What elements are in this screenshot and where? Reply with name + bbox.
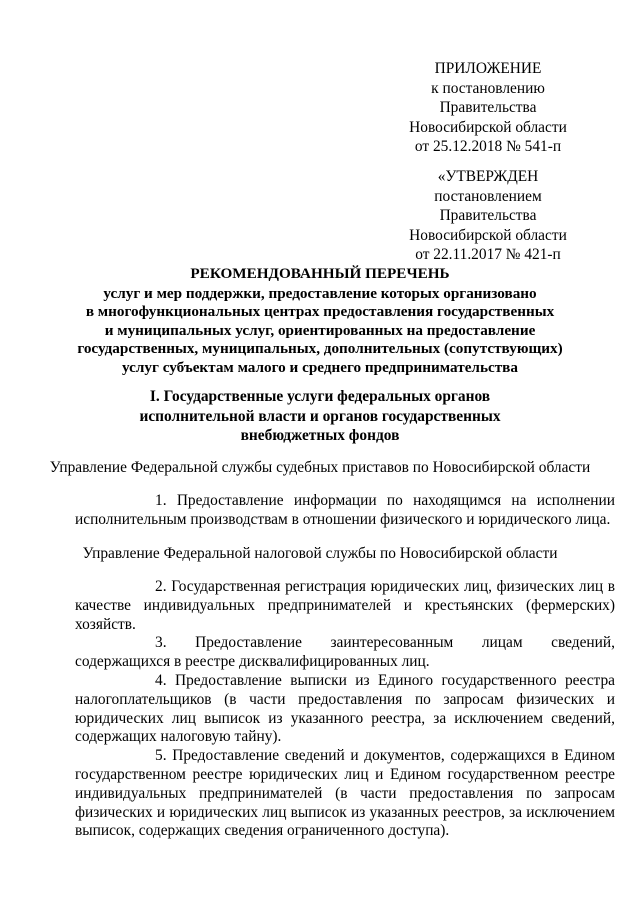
appendix-resolution-ref: к постановлению Правительства <box>431 79 545 116</box>
section-line-3: внебюджетных фондов <box>240 427 400 444</box>
approved-header <box>388 167 588 265</box>
service-item-text: Предоставление заинтересованным лицам сведений, содержащихся в реестре дисквалифицированных лиц. <box>75 634 615 671</box>
service-item <box>75 492 615 530</box>
service-item-number: 2. <box>155 578 167 595</box>
approved-date-number: от 22.11.2017 № 421-п <box>415 246 561 263</box>
service-item-text: Предоставление информации по находящимся на исполнении исполнительным производствам в отношении физического и юридического лица. <box>75 492 615 528</box>
section-line-2: исполнительной власти и органов государственных <box>139 407 501 425</box>
section-heading <box>70 387 570 446</box>
service-item-text: Государственная регистрация юридических лиц, физических лиц в качестве индивидуальных предпринимателей и крестьянских (фермерских) хозяйств. <box>75 578 615 633</box>
service-item-text: Предоставление выписки из Единого государственного реестра налогоплательщиков (в части предоставления по запросам физических и юридических лиц выписок из указанного реестра, за исключением сведений, содержащих налоговую тайну). <box>75 671 615 746</box>
service-list-bailiffs <box>75 492 615 530</box>
title-line-1: РЕКОМЕНДОВАННЫЙ ПЕРЕЧЕНЬ <box>190 265 450 282</box>
section-line-1: I. Государственные услуги федеральных органов <box>149 388 491 405</box>
service-item-number: 1. <box>155 492 167 509</box>
approved-region: Новосибирской области <box>409 226 567 244</box>
title-line-3: в многофункциональных центрах предоставления государственных <box>85 303 555 320</box>
appendix-header <box>388 59 588 157</box>
approved-label: «УТВЕРЖДЕН <box>437 168 539 185</box>
service-item <box>75 672 615 747</box>
service-list-tax <box>75 578 615 841</box>
service-item-number: 3. <box>155 634 167 652</box>
service-item <box>75 578 615 634</box>
title-line-5: государственных, муниципальных, дополнительных (сопутствующих) <box>77 340 563 357</box>
approved-resolution-ref: постановлением Правительства <box>434 187 542 224</box>
service-item-number: 4. <box>155 671 167 689</box>
appendix-date-number: от 25.12.2018 № 541-п <box>414 138 562 155</box>
service-item-text: Предоставление сведений и документов, содержащихся в Едином государственном реестре юридических лиц и Едином государственном реестре индивидуальных предпринимателей (в части предоставления по запросам физических и юридических лиц выписок из указанных реестров, за исключением выписок, содержащих сведения ограниченного доступа). <box>75 747 615 840</box>
appendix-region: Новосибирской области <box>409 118 567 136</box>
service-item <box>75 747 615 841</box>
service-item-number: 5. <box>155 747 167 765</box>
title-line-6: услуг субъектам малого и среднего предпринимательства <box>122 358 518 376</box>
document-title <box>70 265 570 377</box>
organization-heading-tax: Управление Федеральной налоговой службы по Новосибирской области <box>82 545 558 562</box>
service-item <box>75 634 615 672</box>
organization-heading-bailiffs: Управление Федеральной службы судебных приставов по Новосибирской области <box>49 459 591 476</box>
title-line-4: и муниципальных услуг, ориентированных на предоставление <box>104 321 536 339</box>
title-line-2: услуг и мер поддержки, предоставление которых организовано <box>103 284 537 302</box>
appendix-label: ПРИЛОЖЕНИЕ <box>434 60 542 77</box>
